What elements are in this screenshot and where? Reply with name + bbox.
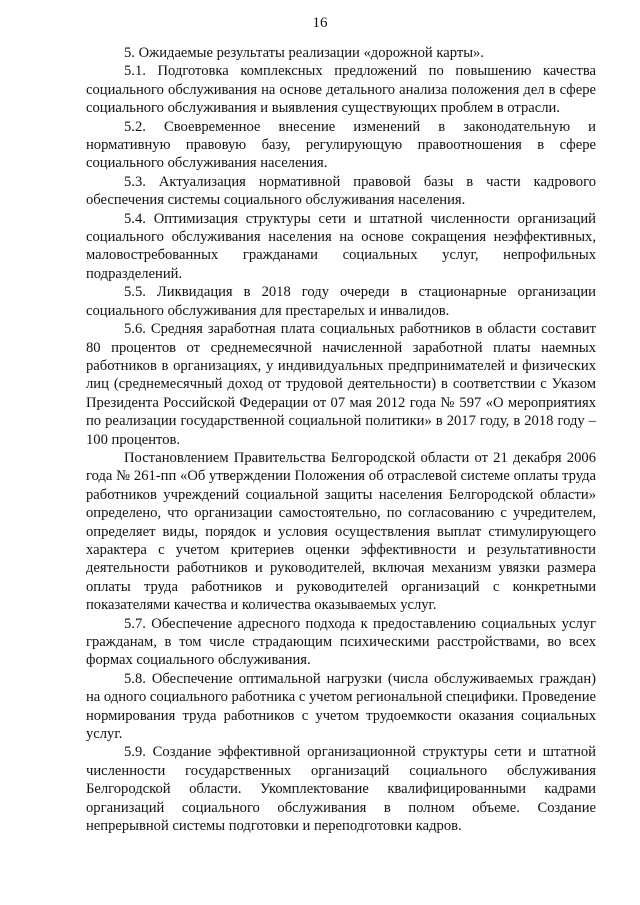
paragraph-5-3: 5.3. Актуализация нормативной правовой базы в части кадрового обеспечения системы социального обслуживания населения. [86, 173, 596, 209]
paragraph-5-9: 5.9. Создание эффективной организационной структуры сети и штатной численности государственных организаций социального обслуживания Белгородской области. Укомплектование квалифицированными кадрами организаций социального обслуживания в полном объеме. Создание непрерывной системы подготовки и переподготовки кадров. [86, 744, 596, 835]
paragraph-5-2: 5.2. Своевременное внесение изменений в законодательную и нормативную правовую базу, регулирующую правоотношения в сфере социального обслуживания населения. [86, 118, 596, 172]
page-number: 16 [312, 15, 328, 31]
paragraph-5-7: 5.7. Обеспечение адресного подхода к предоставлению социальных услуг гражданам, в том числе страдающим психическими расстройствами, во всех формах социального обслуживания. [86, 615, 596, 669]
paragraph-5-8: 5.8. Обеспечение оптимальной нагрузки (числа обслуживаемых граждан) на одного социального работника с учетом региональной специфики. Проведение нормирования труда работников с учетом трудоемкости оказания социальных услуг. [86, 670, 597, 743]
paragraph-5-4: 5.4. Оптимизация структуры сети и штатной численности организаций социального обслуживания населения на основе сокращения неэффективных, маловостребованных гражданами социальных услуг, непрофильных подразделений. [86, 210, 596, 282]
paragraph-5-1: 5.1. Подготовка комплексных предложений по повышению качества социального обслуживания на основе детального анализа положения дел в сфере социального обслуживания и выявления существующих проблем в отрасли. [86, 63, 596, 117]
paragraph-resolution: Постановлением Правительства Белгородской области от 21 декабря 2006 года № 261-пп «Об утверждении Положения об отраслевой системе оплаты труда работников учреждений социальной защиты населения Белгородской области» определено, что организации самостоятельно, по согласованию с учредителем, определяет виды, порядок и условия осуществления выплат стимулирующего характера с учетом критериев оценки эффективности и результативности деятельности работников и руководителей, включая механизм увязки размера оплаты труда работников и руководителей организаций с конкретными показателями качества и количества оказываемых услуг. [86, 449, 596, 614]
document-body [86, 44, 596, 835]
paragraph-5-6: 5.6. Средняя заработная плата социальных работников в области составит 80 процентов от среднемесячной начисленной заработной платы наемных работников в организациях, у индивидуальных предпринимателей и физических лиц (среднемесячный доход от трудовой деятельности) в соответствии с Указом Президента Российской Федерации от 07 мая 2012 года № 597 «О мероприятиях по реализации государственной социальной политики» в 2017 году, в 2018 году – 100 процентов. [86, 321, 596, 448]
paragraph-5-5: 5.5. Ликвидация в 2018 году очереди в стационарные организации социального обслуживания для престарелых и инвалидов. [86, 284, 596, 319]
section-heading-5: 5. Ожидаемые результаты реализации «дорожной карты». [124, 45, 484, 61]
